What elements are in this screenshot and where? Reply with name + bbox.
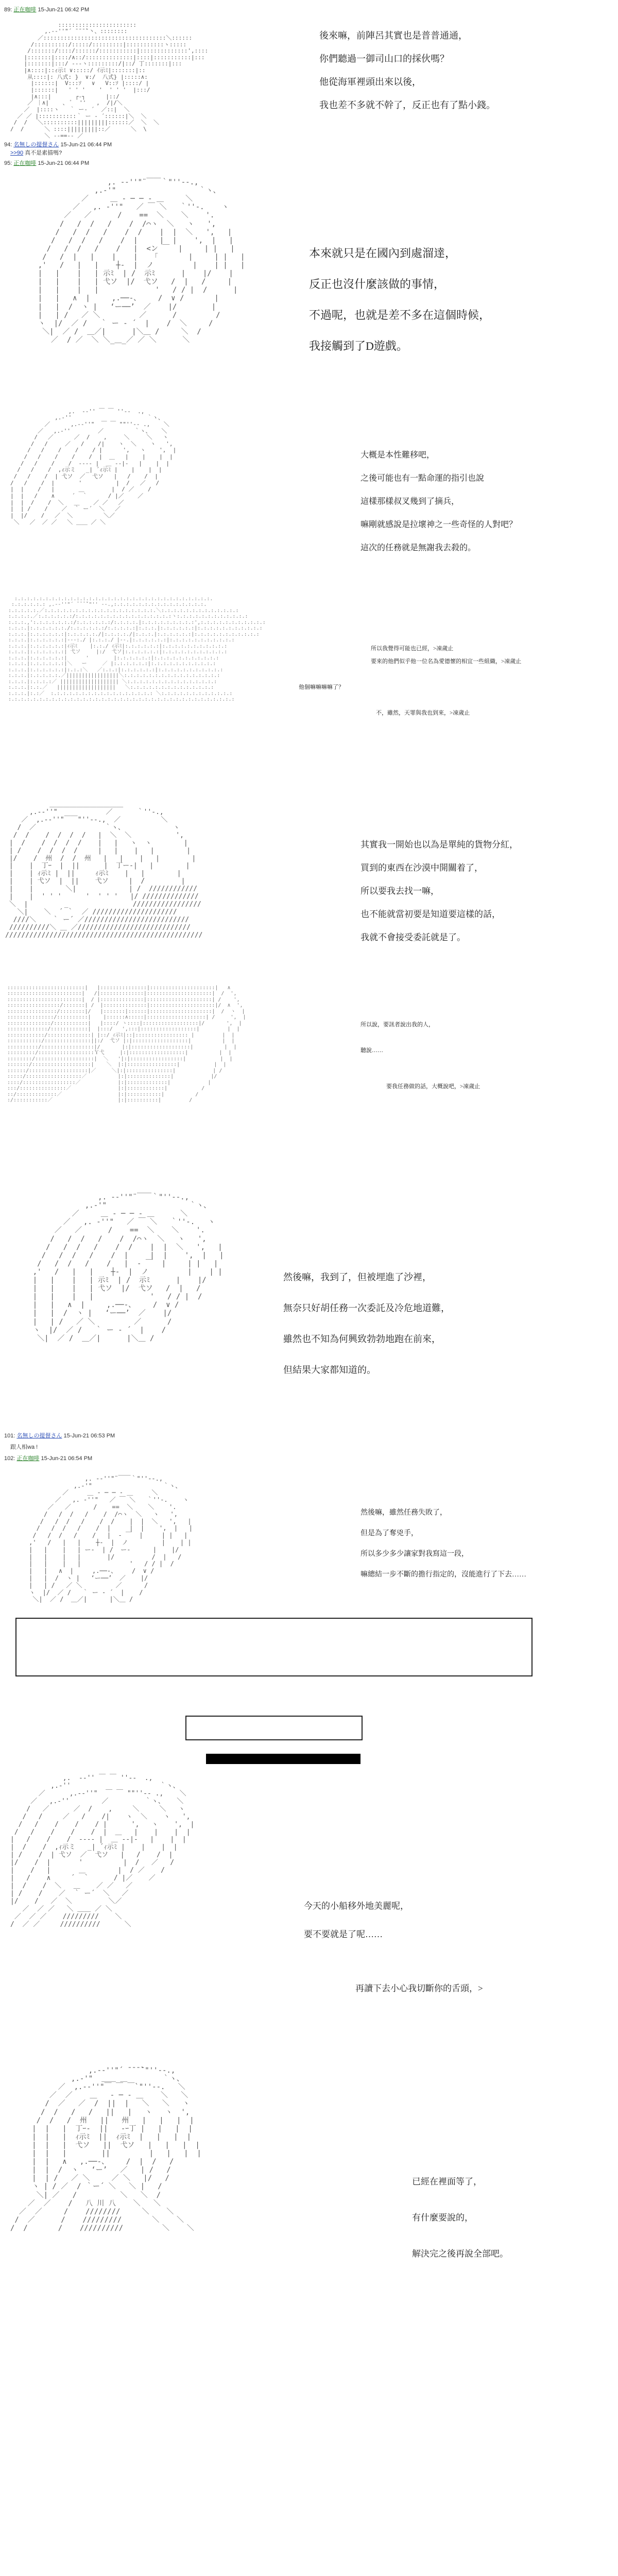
dialogue-line: 再讀下去小心我切斷你的舌頭，>: [355, 1984, 483, 1993]
dialogue-line: 不過呢，也就是差不多在這個時候，: [309, 309, 491, 321]
ascii-art: ,. -‐''"¨￣￣｀"''‐-., ,.‐'" ｀ヽ、 ／ ＿ ‐ ─ ─ ‐ ＿ ＼ ／ ,. ‐''" ／ ￣ ＼ ｀''‐. ヽ ／ ／ / == ＼ ＼ '. / / / / / /⌒ヽ ＼ ヽ ', / / / / / / | | ＼ ', | / / / / / | | | ', | | / / / / / | ‐ ￣ | | | | ,' / | | ┼‐ | ノ | | | | | | | 示ﾐ | / 示ﾐ | |/ | | | | 弋ソ |/ 弋ソ / | / | | | | ' / / | / | | ∧ | ,.──‐、 / ∨ / | | / ヽ | ‘ー──’ ／ |/ | | / ／ ＼ ／ / ヽ |/ ／ / ｀ ー ‐ ´ | / ＼| ／ / ＿／| |＼＿ /: [32, 1193, 224, 1343]
poster-name[interactable]: 正在咖啡: [13, 7, 37, 13]
dialogue-line: 要我任務做的話，大概說吧，>凍歲止: [386, 1083, 480, 1090]
poster-name[interactable]: 名無しの提督さん: [16, 1433, 62, 1439]
dialogue-line: 大概是本性難移吧，: [360, 451, 435, 460]
dialogue-line: 有什麼要說的，: [412, 2213, 473, 2223]
poster-name[interactable]: 正在咖啡: [13, 160, 37, 166]
post-header: 89: 正在咖啡 15-Jun-21 06:42 PM: [4, 7, 90, 13]
ascii-art: :.:.:.:.:.:.:.:.:.:.:.:.:.:.:.:.:.:.:.:.:.:.:.:.:.:.:.:.:.:.:.:. :.:.:.:.:.: ,.-‐''"´ ̄ ̄ ̄ ̄`"'' ‐-.,:.:.:.:.:.:.:.:.:.:.:.:.:.:.:. :.:.:.:.:.／:.:.:.:.:.:.:.:.:.:.:.:.:.:.:.:.:.:.＼:.:.:.:.:.:.:.:.:.:.:.:.: :.:.:.:.／:.:.:.:.:.:/:.:.:.:.:.:.:.:.:.:.:.:.:.:.:.:ヽ:.:.:.:.:.:.:.:.:.:.:.: :.:.:.,':.:.:.:.:.:.:/:.:.:.:.:.:/:.:.:.:.|:.:.:.:.:.:.:.:.:',:.:.:.:.:.:.:.:.:.:.: :.:.:.|:.:.:.:.:.:./:.:.:.:.:.:/:.:.:.:.:|:.:.:.|:.:.:.:.:.:|:.:.:.:.:.:.:.:.:.:.: :.:.:.|:.:.:.:.:.:|:.:.:.:.:./|:.:.:.:./|:.:.:.|:.:.:.:.:.:|:.:.:.:.:.:.:.:.:.:.: :.:.:.|:.:.:.:.:.:|‐-‐:./ |:.:.:./ |‐-.|:.:.:.:.:.:|:.:.:.:.:.:.:.:.:.:.: :.:.:.|:.:.:.:.:.:|ｨ示ﾐ |:.:./ ｨ示ﾐ|:.:.:.:.:.:|:.:.:.:.:.:.:.:.:.:.: :.:.:.|:.:.:.:.:.:| 弋ソ |:/ 弋ソ|:.:.:.:.:.:|:.:.:.:.:.:.:.:.:.:.: :.:.:.|:.:.:.:.:.:| ' |:.:.:.:.:.:|:.:.:.:.:.:.:.:.:.:.: :.:.:.|:.:.:.:.:.:|＼ ー ／ |:.:.:.:.:.:|:.:.:.:.:.:.:.:.:.:.: :.:.:.|:.:.:.:.:.:|:.:.:＼ ／:.:.:|:.:.:.:.:.:|:.:.:.:.:.:.:.:.:.:.: :.:.:.|:.:.:.:.:.／|||||||||||||||||＼:.:.:.:.:.:.:.:.:.:.:.:.:.:.:.: :.:.:.|:.:.:.:／ ||||||||||||||||||| ＼:.:.:.:.:.:.:.:.:.:.:.:.:.:.: :.:.:.|:.:.／ ||||||||||||||||||| ＼:.:.:.:.:.:.:.:.:.:.:.:.:.: :.:.:.|:.:／ :.:.:.:.:.:.:.:.:.:.:.:.:.:.:.:.: ＼:.:.:.:.:.:.:.:.:.:.:.: :.:.:.:.:.:.:.:.:.:.:.:.:.:.:.:.:.:.:.:.:.:.:.:.:.:.:.:.:.:.:.:.:.:.:.:.:: [8, 596, 266, 702]
post-header: 102: 正在咖啡 15-Jun-21 06:54 PM: [4, 1455, 93, 1462]
dialogue-line: 然後嘛，我到了，但被埋進了沙裡，: [283, 1272, 432, 1282]
ascii-art: ＿＿＿＿＿＿＿＿＿＿＿ ,.-‐''" ／ ｀''‐., ／ ,.-‐''"￣￣"''‐-., ／ ＼ / ／ ｀ヽ、 ヽ / / / / / / | ＼ ＼ ', | / / / / / | | ヽ ヽ | | / / / / / | | | | | |/ / 州 / / 州 | | | | | | | 丁ｰ | || | 丁ー-| | | | | ｨ示ﾐ | || ｨ示ﾐ | | | | | 弋ソ | || 弋ソ | / | | | ＼| | / //////////// | | ' ' ' ' ' ' ' |/ ////////////// ＼ | _ ///////////////// ＼| ＼ ´ ｀ ／ ///////////////////// ////＼ ｀ ー´ ／////////////////////////// //////////＼ ＿ ／//////////////////////////// /////////////////////////////////////////////////: [5, 800, 203, 939]
ascii-art: ,. -‐'' ￣ ￣ ''‐- ., ,.‐'' ｀ヽ、 ／ ,.-‐''" ￣ ￣ ""''‐- ., ＼ ／ ,.‐'' ／ ｀ヽ、 ＼ / ／ ／ / , ＼ ＼ ヽ / / ／ / /| ヽ ＼ ヽ ', / / / / / | ', ヽ ', | / / / / / | ＿ | | | | | / / / ‐‐-‐ | ＿ ‐-|‐ | | | | / / ,ｨ示ミ _| ´ｨ示ﾐ | | | | | / / | 弋ソ ／ 弋ソ | / / | |/ / | ' | / ／ / | / | ＿ | / ／ / | / ∧ ´ ｀ / |／ ／ | / / ＼ ＿ ／ ／ ／ | / / ／ ｀ ー´ ＼ ／ |/ / ／ ＼ ＼／ ／ ／ ／ ＼ ＿＿ ／ ＼ ／ ／ ／ ///////// ＼ / ／ ／ ////////// ＼: [10, 1774, 195, 1928]
reply-text: 跟人相wa !: [10, 1444, 38, 1450]
post-header: 101: 名無しの提督さん 15-Jun-21 06:53 PM: [4, 1433, 115, 1439]
dialogue-line: 之後可能也有一點命運的指引也說: [360, 474, 485, 483]
dialogue-line: 這次的任務就是無謝我去殺的。: [360, 544, 476, 552]
dialogue-line: 所以多少多少讓家對我寫這一段，: [360, 1550, 469, 1558]
dialogue-line: 這樣那樣叔叉幾到了摘兵，: [360, 497, 460, 506]
ascii-art: ,.-‐''"´ ̄ ̄ ̄ ̄`"''‐-., ,.-'" ＿＿ ＿ ｀ヽ、 ／ ,.-‐''"￣ ￣ ￣`"''‐-. ＼ ／ ／ ＿ ‐ ─ ‐ ＿ ＼ ＼ / ／ ／ / || | ＼ ＼ ヽ / / / / || | ヽ ヽ ', / / / 州 || 州 | | | | | | | 丁ｰ- || -ｰ丁 | | | | | | | ｨ示ﾐ || ｨ示ﾐ | | | | | | | 弋ソ || 弋ソ | | | | | | | || | | | | | | ∧ ,.──‐、 / | / / | | / ヽ ‘ー’ ／ | / / | | / ／ ＼ ／ ＼ |/ / ヽ | / ／ / ｀ー´ ＼ ＼ | / ＼| ／ / ＼ ＼ / ／ ／ / 八 川 八 ＼ ＼ ／ ／ / //////// ＼ ＼ / ／ / ///////// ＼ ＼ / / / ////////// ＼ ＼: [10, 2066, 201, 2232]
dialogue-line: 不，雖然，天罪與我也到來，>凍歲止: [376, 710, 470, 716]
dialogue-line: 但是為了奪兇手，: [360, 1530, 418, 1537]
ascii-art: ,. -‐''"¨￣￣｀"''‐-., ,.‐'" ｀ヽ、 ／ ＿ ‐ ─ ─ ‐ ＿ ＼ ／ ,. ‐''" ／ ￣ ＼ ｀''‐. ヽ ／ ／ / == ＼ ＼ '. / / / / / /⌒ヽ ＼ ヽ ', / / / / / / | | ＼ ', | / / / / / | | | ', | | / / / / / | <ン ￣ | | | | / / | | | | 「 | | | | ,' / | | ┼‐ | ノ | | | | | | | | 示ﾐ | / 示ﾐ | |/ | | | | | 弋ソ |/ 弋ソ / | / | | | | | ' / / | / | | | ∧ | ,.──‐、 / ∨ / | | | / ヽ | ‘ー──’ ／ |/ | | | / ／ ＼ ／ / / ヽ |/ ／ / ｀ ー ‐ ´ | / ＼ / ＼| ／ / ＿／| |＼＿ / ＼ / ／ / ／ ＼ ＼_＿_／ ／ ＼ ＼: [38, 178, 245, 344]
dialogue-line: 雖然也不知為何興致勃勃地跑在前來，: [283, 1334, 441, 1344]
dialogue-line: 我就不會接受委託就是了。: [360, 933, 466, 942]
dialogue-line: 所以要我去找一嘛，: [360, 886, 439, 896]
dialogue-line: 嘛總結一步不斷的擔行指定的，沒能進行了下去……: [360, 1571, 526, 1579]
ascii-art: :::::::::::::::::::::::::| |:::::::::::::::|:::::::::::::::::::::| ∧ ::::::::::::::::::::::::| /|::::::::::::::|:::::::::::::::::::::| / ', ::::::::::::::::::::::::| / |::::::::::::::|:::::::::::::::::::::| / ', :::::::::::::::::/:::::::| / |::::::::::::::|:::::::::::::::::::::|/ ∧ ', ::::::::::::::::/::::::::|/ |:::::::|::::::|::::::::::::::::::::| / ヽ | :::::::::::::::/::::::::::| |::::::∧:::::|:::::::::::::::::::| / ', | ::::::::::::::/:::::::::::| |::::/ ヽ::::|::::::::::::::::::|/ ', | :::::::::::::/::::::::::::| |:::/ ',:::|::::::::::::::::::| | | ::::::::::::/::::::::::::::| |::/ ｨ示ﾐ|::|::::::::::::::::: | | | :::::::::::/:::::::::::::::||:/ 弋ソ |:|::::::::::::::::::| | | ::::::::::/:::::::::::::::::|/ |:|:::::::::::::::::::| | | :::::::::/::::::::::::::::::Ｙ弋 |:|::::::::::::::::::| | | ::::::::/:::::::::::::::::::| ＼ '|:|:::::::::::::::::| | | :::::::/:::::::::::::::::::| ＼ |:|::::::::::::::::| | | ::::::/:::::::::::::::::::|／ ＼|:|:::::::::::::::| | / :::::/::::::::::::::::::／ |:|::::::::::::::| |/ ::::/:::::::::::::::::／ |:|:::::::::::::| | :::/:::::::::::::::／ |:|::::::::::::| / ::/:::::::::::::／ |:|:::::::::::| / :/:::::::::::／ |:|::::::::::| /: [7, 985, 246, 1103]
dialogue-line: 其實我一開始也以為是單純的貨物分紅，: [360, 840, 518, 850]
poster-name[interactable]: 正在咖啡: [16, 1455, 40, 1462]
dialogue-line: 反正也沒什麼該做的事情，: [309, 278, 445, 291]
dialogue-line: 解決完之後再說全部吧。: [412, 2249, 508, 2259]
dialogue-line: 聽說……: [360, 1047, 383, 1054]
ascii-art: ,. -‐'' ￣ ￣ ''‐- ., ,.‐'' ｀ヽ、 ／ ,.-‐''" ￣ ￣ ""''‐- ., ＼ ／ ,.‐'' ／ ｀ヽ、 ＼ / ／ ／ / , ＼ ＼ ヽ / / ／ / /| ヽ ＼ ヽ ', / / / / / | ', ヽ ', | / / / / / | ＿ | | | | / / / / ‐‐-‐ | ＿ ‐-|‐ | | | / / / ,ｨ示ミ _| ´ｨ示ﾐ | | | | / / / | 弋ソ ／ 弋ソ | / / | / / / | ' | / ／ / | | / | ＿ | / ／ / | | / ∧ ´ ｀ / |／ ／ | | / / ＼ ＿ ／ ／ ／ | | / / ／ ｀ ー´ ＼ ／ | |/ / ／ ＼ ＼／ ＼ ／ ／ ／ ＼ ＿＿ ／ ＼: [10, 408, 177, 526]
black-bar: [206, 1754, 360, 1764]
dialogue-line: 我接觸到了D遊戲。: [309, 340, 408, 352]
post-header: 94: 名無しの提督さん 15-Jun-21 06:44 PM: [4, 142, 112, 148]
dialogue-line: 嘛剛就感說是拉壞神之一些奇怪的人對吧？: [360, 520, 518, 529]
poster-name[interactable]: 名無しの提督さん: [13, 142, 59, 148]
dialogue-line: 我也差不多就不幹了，反正也有了點小錢。: [319, 100, 495, 110]
dialogue-line: 也不能就當初要是知道要這樣的話，: [360, 909, 501, 919]
ascii-art: ,. -‐''"¨￣￣｀"''‐-., ,.‐'" ｀ヽ、 ／ ＿ ‐ ─ ─ ‐ ＿ ＼ ／ ,. ‐''" ／ ￣ ＼ ｀''‐. ヽ ／ ／ / == ＼ ＼ '. / / / / / /⌒ヽ ＼ ヽ ', / / / / / / | | ＼ ', | / / / / / | | | ', | | / / / / / | ‐ ￣ | | | | ,' / | | ┼‐ | ノ | | | | | | | ー‐ | / ー‐ | |/ | | | | |/ / | / | | | | ' / / | / | | ∧ | ,.──‐、 / ∨ / | | / ヽ | ‘ー──’ ／ |/ | | / ／ ＼ ／ / ヽ |/ ／ / ｀ ー ‐ ´ | / ＼| ／ / ＿／| |＼＿ /: [29, 1475, 193, 1603]
dialogue-line: 後來嘛，前陣呂其實也是普普通通，: [319, 30, 468, 41]
dialogue-line: 要來的他們似乎他一位名為愛德懷的相宜一些組織，>凍歲止: [371, 658, 522, 665]
dialogue-line: 所以說，要訊者說出我的人，: [360, 1022, 434, 1028]
dialogue-line: 你們聽過一御司山口的採伙嗎？: [319, 54, 449, 64]
ascii-art: ::::::::::::::::::::::: ,.-‐''"´ ̄ ̄ ̄ ̄`丶、:::::::: ／::::::::::::::::::::::::::::::::::::＼:::::: /::::::::::/:::::/:::::::::|:::::::::::ヽ::::: /:::::::/::::/::::::/:::::::::::|::::::::::::::',:::: |:::::::|::::/∧::/::::::::::::::|::::|:::::::::::|::: |:::::::|:::/ ‐-‐ヽ:::::::::/|::/ 丁:::::::|::: |∧::::|::ｨ示ﾐ ∨:::::/ ｲ示ﾐ|:::::::|:: 从::::|: 八式: } ∨:/ 八式} |:::::∧: |::::::| V:::ｿ ∨ V::ｿ |::::/ | |::::::| ' ' ' ' ' ' ' |:::/ |∧:::| ┌‐┐ |::/ ／ ｜∧| 、 ﾞ '' , /|/＼ ／ |::::ヽ ｀ ー‐ ´ ／::| ＼ ／ ／ |:::::::::::｀ ー ‐ ´::::::|＼ ＼ / / ＼::::::::::|||||||||::::::／ ＼ ＼ / / ＼ ::::|||||||||::／ ＼ \ ＼ ‐‐==‐‐ ／: [10, 21, 209, 139]
dialogue-line: 但結果大家都知道的。: [283, 1365, 376, 1375]
dialogue-line: 今天的小船移外地美麗呢，: [304, 1901, 409, 1911]
reply-reference-link[interactable]: >>90: [10, 150, 24, 156]
panel-box: [185, 1716, 363, 1740]
dialogue-line: 無奈只好胡任務一次委託及冷危地道難，: [283, 1303, 450, 1313]
dialogue-line: 他個嘛嘛嘛嘛了？: [299, 684, 344, 690]
dialogue-line: 然後嘛，雖然任務失敗了，: [360, 1509, 447, 1517]
dialogue-line: 他從海軍裡頭出來以後，: [319, 77, 421, 87]
dialogue-line: 已經在裡面等了，: [412, 2177, 482, 2187]
dialogue-line: 要不要就是了呢……: [304, 1929, 383, 1939]
dialogue-line: 本來就只是在國內到處溜達，: [309, 247, 457, 260]
dialogue-line: 所以我覺得可能也已經，>凍歲止: [371, 646, 454, 652]
dialogue-line: 買到的東西在沙漠中開關着了，: [360, 863, 483, 873]
reply-text: >>90 真不是素描嗎?: [10, 150, 62, 156]
post-header: 95: 正在咖啡 15-Jun-21 06:44 PM: [4, 160, 90, 166]
panel-box: [15, 1618, 533, 1676]
